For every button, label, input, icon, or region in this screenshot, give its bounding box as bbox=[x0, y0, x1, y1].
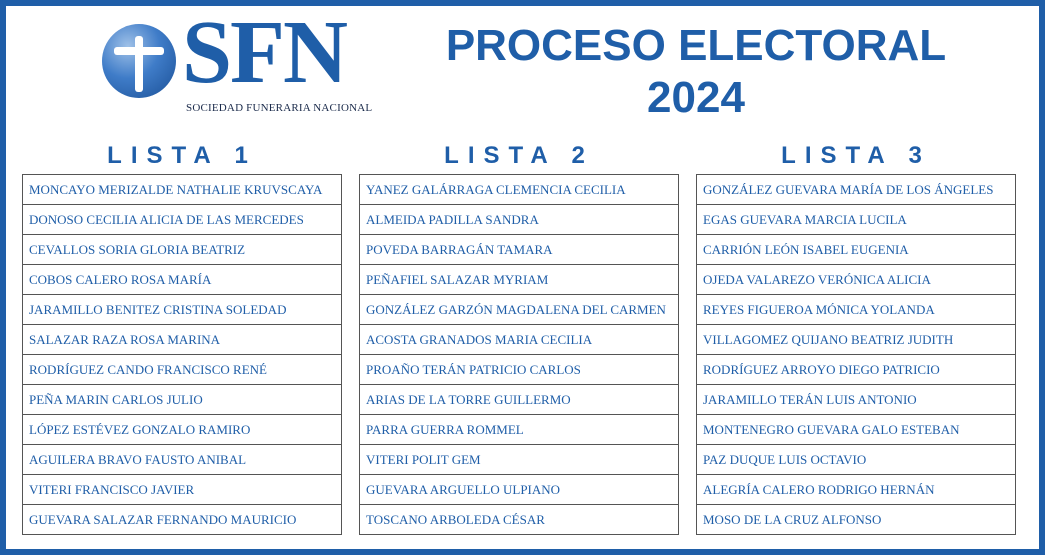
candidate-row: GUEVARA ARGUELLO ULPIANO bbox=[360, 475, 678, 505]
candidate-row: CEVALLOS SORIA GLORIA BEATRIZ bbox=[23, 235, 341, 265]
list-1 bbox=[22, 140, 342, 535]
candidate-row: AGUILERA BRAVO FAUSTO ANIBAL bbox=[23, 445, 341, 475]
candidate-row: PARRA GUERRA ROMMEL bbox=[360, 415, 678, 445]
candidate-row: EGAS GUEVARA MARCIA LUCILA bbox=[697, 205, 1015, 235]
candidate-row: PEÑAFIEL SALAZAR MYRIAM bbox=[360, 265, 678, 295]
candidate-row: VITERI POLIT GEM bbox=[360, 445, 678, 475]
candidate-row: SALAZAR RAZA ROSA MARINA bbox=[23, 325, 341, 355]
candidate-row: ALMEIDA PADILLA SANDRA bbox=[360, 205, 678, 235]
candidate-row: VILLAGOMEZ QUIJANO BEATRIZ JUDITH bbox=[697, 325, 1015, 355]
list-title: LISTA 2 bbox=[444, 142, 594, 169]
candidate-row: ALEGRÍA CALERO RODRIGO HERNÁN bbox=[697, 475, 1015, 505]
candidate-row: RODRÍGUEZ ARROYO DIEGO PATRICIO bbox=[697, 355, 1015, 385]
candidate-row: JARAMILLO TERÁN LUIS ANTONIO bbox=[697, 385, 1015, 415]
candidate-row: GONZÁLEZ GUEVARA MARÍA DE LOS ÁNGELES bbox=[697, 175, 1015, 205]
candidate-row: CARRIÓN LEÓN ISABEL EUGENIA bbox=[697, 235, 1015, 265]
candidate-table bbox=[359, 174, 679, 535]
list-3 bbox=[696, 140, 1016, 535]
candidate-row: TOSCANO ARBOLEDA CÉSAR bbox=[360, 505, 678, 535]
candidate-row: DONOSO CECILIA ALICIA DE LAS MERCEDES bbox=[23, 205, 341, 235]
candidate-row: ACOSTA GRANADOS MARIA CECILIA bbox=[360, 325, 678, 355]
candidate-row: MOSO DE LA CRUZ ALFONSO bbox=[697, 505, 1015, 535]
candidate-row: REYES FIGUEROA MÓNICA YOLANDA bbox=[697, 295, 1015, 325]
list-2 bbox=[359, 140, 679, 535]
candidate-row: POVEDA BARRAGÁN TAMARA bbox=[360, 235, 678, 265]
candidate-row: MONTENEGRO GUEVARA GALO ESTEBAN bbox=[697, 415, 1015, 445]
sfn-logo bbox=[102, 3, 382, 120]
candidate-row: OJEDA VALAREZO VERÓNICA ALICIA bbox=[697, 265, 1015, 295]
list-title: LISTA 3 bbox=[781, 142, 931, 169]
candidate-row: PAZ DUQUE LUIS OCTAVIO bbox=[697, 445, 1015, 475]
candidate-row: PEÑA MARIN CARLOS JULIO bbox=[23, 385, 341, 415]
page-title bbox=[436, 20, 956, 124]
cross-emblem-icon bbox=[102, 24, 176, 98]
candidate-row: RODRÍGUEZ CANDO FRANCISCO RENÉ bbox=[23, 355, 341, 385]
candidate-row: GONZÁLEZ GARZÓN MAGDALENA DEL CARMEN bbox=[360, 295, 678, 325]
candidate-row: GUEVARA SALAZAR FERNANDO MAURICIO bbox=[23, 505, 341, 535]
logo-tagline: SOCIEDAD FUNERARIA NACIONAL bbox=[186, 102, 373, 114]
candidate-row: JARAMILLO BENITEZ CRISTINA SOLEDAD bbox=[23, 295, 341, 325]
logo-letters: SFN bbox=[182, 3, 347, 102]
candidate-row: LÓPEZ ESTÉVEZ GONZALO RAMIRO bbox=[23, 415, 341, 445]
candidate-table bbox=[22, 174, 342, 535]
candidate-row: YANEZ GALÁRRAGA CLEMENCIA CECILIA bbox=[360, 175, 678, 205]
candidate-row: VITERI FRANCISCO JAVIER bbox=[23, 475, 341, 505]
candidate-table bbox=[696, 174, 1016, 535]
list-title: LISTA 1 bbox=[107, 142, 257, 169]
title-line-1: PROCESO ELECTORAL bbox=[445, 21, 947, 70]
title-line-2: 2024 bbox=[647, 73, 745, 122]
candidate-row: MONCAYO MERIZALDE NATHALIE KRUVSCAYA bbox=[23, 175, 341, 205]
candidate-row: ARIAS DE LA TORRE GUILLERMO bbox=[360, 385, 678, 415]
candidate-row: PROAÑO TERÁN PATRICIO CARLOS bbox=[360, 355, 678, 385]
candidate-row: COBOS CALERO ROSA MARÍA bbox=[23, 265, 341, 295]
